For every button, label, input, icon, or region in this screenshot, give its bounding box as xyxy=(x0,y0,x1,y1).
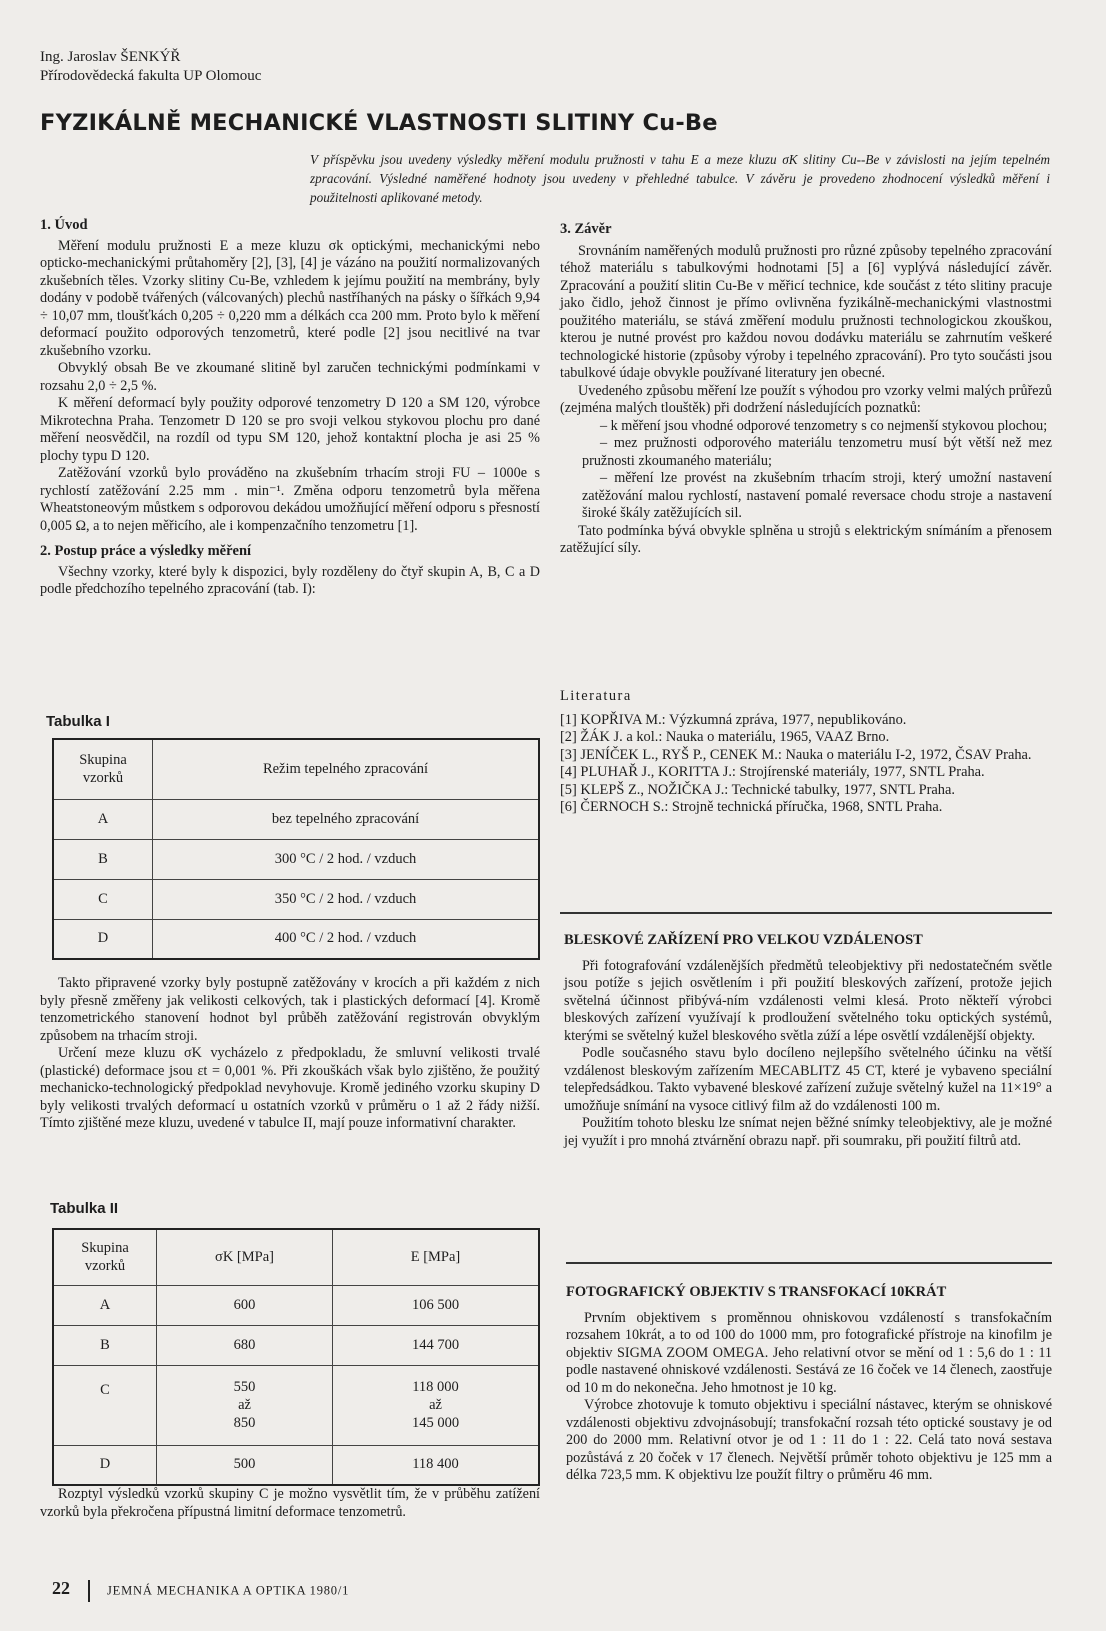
abstract: V příspěvku jsou uvedeny výsledky měření modulu pružnosti v tahu E a meze kluzu σK slitiny Cu--Be v závislosti na jejím tepelném zpracování. Výsledné naměřené hodnoty jsou uvedeny v přehledné tabulce. V závěru je provedeno zhodnocení výsledků měření i použitelnosti aplikované metody. xyxy=(310,152,1050,205)
article-title: FYZIKÁLNĚ MECHANICKÉ VLASTNOSTI SLITINY Cu-Be xyxy=(40,110,718,136)
bullet-item: – mez pružnosti odporového materiálu tenzometru musí být větší než mez pružnosti zkoumaného materiálu; xyxy=(582,435,1052,469)
reference-item: [6] ČERNOCH S.: Strojně technická příručka, 1968, SNTL Praha. xyxy=(560,799,943,815)
article-2-paragraph: Použitím tohoto blesku lze snímat nejen běžné snímky teleobjektivy, ale je možné jej využít i pro mnohá ztvárnění obrazu např. při soumraku, při použití filtrů atd. xyxy=(564,1115,1052,1149)
literature-heading: Literatura xyxy=(560,688,632,704)
table-cell: 600 xyxy=(157,1285,333,1325)
section-3-paragraph: Tato podmínka bývá obvykle splněna u strojů s elektrickým snímáním a přenosem zatěžující síly. xyxy=(560,522,1052,556)
section-2-paragraph: Rozptyl výsledků vzorků skupiny C je možno vysvětlit tím, že v průběhu zatížení vzorků byla překročena přípustná limitní deformace tenzometrů. xyxy=(40,1486,540,1520)
table-header-cell: σK [MPa] xyxy=(157,1229,333,1285)
author-block xyxy=(40,48,261,86)
article-3-title: FOTOGRAFICKÝ OBJEKTIV S TRANSFOKACÍ 10KRÁT xyxy=(566,1284,947,1300)
table-cell: D xyxy=(53,919,153,959)
page-footer xyxy=(52,1578,349,1602)
page-number: 22 xyxy=(52,1578,70,1598)
table-cell: 144 700 xyxy=(333,1325,540,1365)
bullet-item: – k měření jsou vhodné odporové tenzometry s co nejmenší stykovou plochou; xyxy=(600,417,1048,434)
footer-divider xyxy=(88,1580,90,1602)
table-row xyxy=(53,1365,539,1445)
reference-item: [1] KOPŘIVA M.: Výzkumná zpráva, 1977, nepublikováno. xyxy=(560,711,907,728)
table-cell: 300 °C / 2 hod. / vzduch xyxy=(153,839,540,879)
table-cell: B xyxy=(53,1325,157,1365)
table-header-cell: Skupina vzorků xyxy=(53,739,153,799)
article-2 xyxy=(564,932,1052,1150)
table-header-row xyxy=(53,1229,539,1285)
author-name: Ing. Jaroslav ŠENKÝŘ xyxy=(40,49,181,65)
table-cell: 350 °C / 2 hod. / vzduch xyxy=(153,879,540,919)
table-cell: 680 xyxy=(157,1325,333,1365)
section-1-paragraph: K měření deformací byly použity odporové tenzometry D 120 a SM 120, výrobce Mikrotechna Praha. Tenzometr D 120 se pro svoji velkou stykovou plochu pro dané měření neosvědčil, na rozdíl od typu SM 120, jehož kontaktní plocha je asi 25 % plochy typu D 120. xyxy=(40,395,540,464)
article-2-title: BLESKOVÉ ZAŘÍZENÍ PRO VELKOU VZDÁLENOST xyxy=(564,932,923,948)
section-2-paragraph: Všechny vzorky, které byly k dispozici, byly rozděleny do čtyř skupin A, B, C a D podle předchozího tepelného zpracování (tab. I): xyxy=(40,563,540,597)
table-header-cell: Režim tepelného zpracování xyxy=(262,760,429,777)
table-2-caption: Tabulka II xyxy=(50,1200,119,1217)
table-1 xyxy=(52,738,540,960)
left-column-top xyxy=(40,217,540,599)
article-3-paragraph: Prvním objektivem s proměnnou ohniskovou vzdáleností s transfokačním rozsahem 10krát, a to od 100 do 1000 mm, pro fotografické přístroje na kinofilm je objektiv SIGMA ZOOM OMEGA. Jeho relativní otvor se mění od 1 : 5,6 do 1 : 11 podle nastavené ohniskové vzdálenosti. Sestává ze 16 čoček ve 14 členech, zaostřuje od 10 m do nekonečna. Jeho hmotnost je 10 kg. xyxy=(566,1309,1052,1396)
section-3-heading: 3. Závěr xyxy=(560,221,612,237)
table-row xyxy=(53,799,539,839)
table-cell: D xyxy=(53,1445,157,1485)
section-2-heading: 2. Postup práce a výsledky měření xyxy=(40,543,252,559)
article-2-paragraph: Podle současného stavu bylo docíleno nejlepšího světelného účinku na větší vzdálenost bleskovým zařízením MECABLITZ 45 CT, které je vybaveno speciální telepředsádkou. Takto vybavené bleskové zařízení zužuje světelný kužel na 11×19° a umožňuje snímání na vysoce citlivý film až do vzdálenosti 100 m. xyxy=(564,1045,1052,1114)
table-cell: 400 °C / 2 hod. / vzduch xyxy=(153,919,540,959)
reference-item: [3] JENÍČEK L., RYŠ P., CENEK M.: Nauka o materiálu I-2, 1972, ČSAV Praha. xyxy=(560,746,1032,763)
section-2-paragraph: Takto připravené vzorky byly postupně zatěžovány v krocích a při každém z nich byly přesně změřeny jak velikosti celkových, tak i plastických deformací [4]. Kromě tenzometrického stanovení hodnot byl průběh zatěžování registrován obvyklým způsobem na trhacím stroji. xyxy=(40,975,540,1044)
table-header-cell: E [MPa] xyxy=(410,1248,461,1265)
table-cell: 118 400 xyxy=(333,1445,540,1485)
left-column-middle xyxy=(40,975,540,1133)
article-3-paragraph: Výrobce zhotovuje k tomuto objektivu i speciální nástavec, kterým se ohniskové vzdálenosti objektivu zdvojnásobují; transfokační rozsah této optické soustavy je od 200 do 2000 mm. Relativní otvor je od 1 : 11 do 1 : 22. Celá tato nová sestava pozůstává z 20 čoček v 17 členech. Největší průměr tohoto objektivu je 125 mm a délka 723,5 mm. K objektivu lze použít filtry o průměru 46 mm. xyxy=(566,1397,1052,1483)
reference-item: [2] ŽÁK J. a kol.: Nauka o materiálu, 1965, VAAZ Brno. xyxy=(560,729,890,745)
article-3 xyxy=(566,1284,1052,1485)
table-cell: B xyxy=(53,839,153,879)
section-3-paragraph: Srovnáním naměřených modulů pružnosti pro různé způsoby tepelného zpracování téhož materiálu s tabulkovými hodnotami [5] a [6] vyplývá následující závěr. Zpracování a použití slitin Cu-Be v měřicí technice, kde součást z této slitiny pracuje jako čidlo, jehož činnost je přímo ovlivněna fyzikálně-mechanickými vlastnostmi použitého materiálu, se stává změření modulu pružnosti technologickou zkouškou, kterou je nutné provést pro každou novou dodávku materiálu se zahrnutím veškeré technologické historie (způsoby výroby i tepelného zpracování). Pro tyto součásti jsou tabulkové údaje obvykle používané literatury jen obecné. xyxy=(560,242,1052,381)
table-2 xyxy=(52,1228,540,1486)
table-cell: A xyxy=(53,1285,157,1325)
magazine-name: JEMNÁ MECHANIKA A OPTIKA 1980/1 xyxy=(107,1583,350,1598)
table-row xyxy=(53,839,539,879)
table-row xyxy=(53,879,539,919)
section-1-paragraph: Zatěžování vzorků bylo prováděno na zkušebním trhacím stroji FU – 1000e s rychlostí zatěžování 2.25 mm . min⁻¹. Změna odporu tenzometrů byla měřena Wheatstoneovým můstkem s odporovou dekádou umožňující měření odporu s přesností 0,005 Ω, a to nejen měřicího, ale i kompenzačního tenzometru [1]. xyxy=(40,465,540,534)
reference-item: [5] KLEPŠ Z., NOŽIČKA J.: Technické tabulky, 1977, SNTL Praha. xyxy=(560,781,955,798)
table-cell: 550 až 850 xyxy=(157,1365,333,1445)
table-cell: bez tepelného zpracování xyxy=(153,799,540,839)
section-1-paragraph: Obvyklý obsah Be ve zkoumané slitině byl zaručen technickými podmínkami v rozsahu 2,0 ÷ 2,5 %. xyxy=(40,360,540,394)
table-row xyxy=(53,1285,539,1325)
divider-rule xyxy=(560,912,1052,914)
table-cell: 118 000 až 145 000 xyxy=(333,1365,540,1445)
author-affiliation: Přírodovědecká fakulta UP Olomouc xyxy=(40,68,262,84)
table-row xyxy=(53,1445,539,1485)
table-cell: 106 500 xyxy=(333,1285,540,1325)
table-cell: A xyxy=(53,799,153,839)
divider-rule xyxy=(566,1262,1052,1264)
section-1-paragraph: Měření modulu pružnosti E a meze kluzu σk optickými, mechanickými nebo opticko-mechanickými průtahoměry [2], [3], [4] je vázáno na použití normalizovaných zkušebních těles. Vzorky slitiny Cu-Be, vzhledem k jejímu použití na membrány, byly dodány v podobě tvářených (válcovaných) plechů nastříhaných na pásky o šířkách 9,94 ÷ 10,07 mm, tloušťkách 0,205 ÷ 0,220 mm a délkách cca 200 mm. Proto bylo k měření deformací použito odporových tenzometrů, které podle [2] jsou necitlivé na tvar zkušebního vzorku. xyxy=(40,237,540,359)
section-3-paragraph: Uvedeného způsobu měření lze použít s výhodou pro vzorky velmi malých průřezů (zejména malých tlouštěk) při dodržení následujících poznatků: xyxy=(560,382,1052,416)
literature-block xyxy=(560,688,1052,817)
table-row xyxy=(53,1325,539,1365)
table-header-row xyxy=(53,739,539,799)
table-header-cell: Skupina vzorků xyxy=(53,1229,157,1285)
table-cell: C xyxy=(53,879,153,919)
section-2-paragraph: Určení meze kluzu σK vycházelo z předpokladu, že smluvní velikosti trvalé (plastické) deformace jsou εt = 0,001 %. Při zkouškách však bylo zjištěno, že použitý mechanicko-technologický předpoklad nevyhovuje. Kromě jediného vzorku skupiny D byly velikosti trvalých deformací u ostatních vzorků v průměru o 1 až 2 řády nižší. Tímto zjištěné meze kluzu, uvedené v tabulce II, mají pouze informativní charakter. xyxy=(40,1045,540,1131)
section-1-heading: 1. Úvod xyxy=(40,217,88,233)
table-cell: C xyxy=(53,1365,157,1445)
reference-item: [4] PLUHAŘ J., KORITTA J.: Strojírenské materiály, 1977, SNTL Praha. xyxy=(560,764,985,780)
article-2-paragraph: Při fotografování vzdálenějších předmětů teleobjektivy při nedostatečném světle jsou potíže s jejich osvětlením i při použití bleskových zařízení, protože jejich světelná účinnost přibývá-ním vzdálenosti velmi klesá. Proto někteří výrobci bleskových zařízení využívají k prodloužení světelného toku optických systémů, kterými se světelný kužel bleskového světla zúží a lépe osvětlí vzdálenější objekty. xyxy=(564,957,1052,1044)
right-column-conclusion xyxy=(560,221,1052,558)
table-row xyxy=(53,919,539,959)
table-1-caption: Tabulka I xyxy=(46,713,110,730)
table-cell: 500 xyxy=(157,1445,333,1485)
bullet-item: – měření lze provést na zkušebním trhacím stroji, který umožní nastavení zatěžování malou rychlostí, nastavení pomalé reversace chodu stroje a nastavení široké škály zatěžujících sil. xyxy=(582,470,1052,521)
left-column-bottom xyxy=(40,1486,540,1521)
